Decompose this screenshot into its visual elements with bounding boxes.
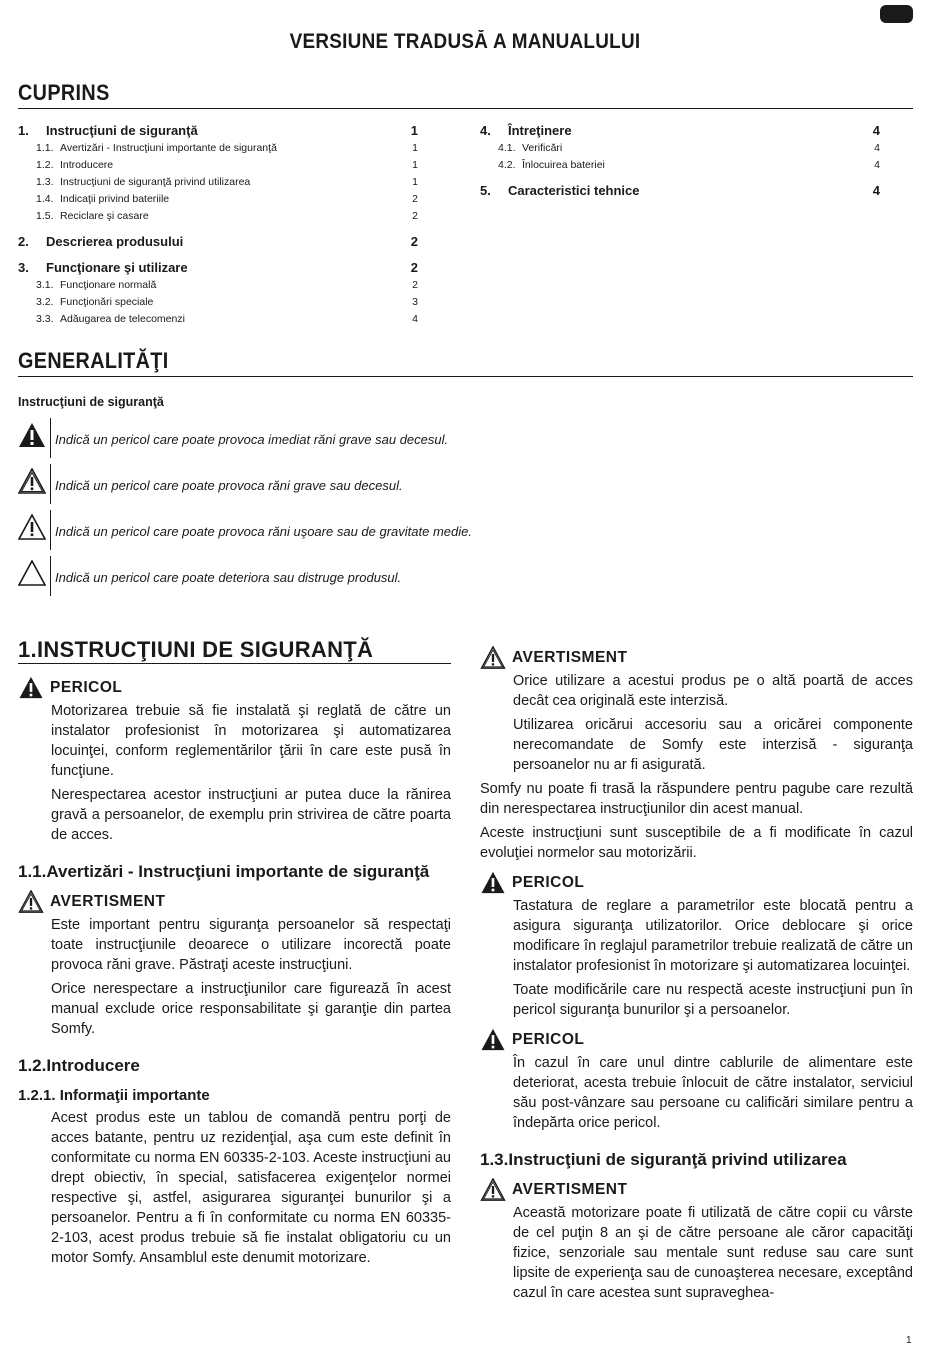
toc-chapter-entry[interactable] (18, 122, 418, 140)
toc-right-column (480, 122, 880, 200)
toc-number: 1.2. (36, 159, 54, 171)
paragraph: Acest produs este un tablou de comandă pentru porţi de acces batante, pentru uz rezidenţial, aşa cum este definit în conformitate cu norma EN 60335-2-103. Aceste instrucţiuni au drept obiectiv, în special, satisfacerea exigenţelor normei respective şi, astfel, asigurarea siguranţei bunurilor şi a persoanelor. Pentru a fi în conformitate cu norma EN 60335-2-103, acest produs trebuie să fie instalat obligatoriu cu un motor Somfy. Ansamblul este denumit motorizare. (51, 1110, 451, 1266)
warning-outline-icon (480, 646, 506, 669)
toc-subsection-entry[interactable] (18, 140, 418, 157)
toc-number: 1.3. (36, 176, 54, 188)
toc-label: Instrucţiuni de siguranţă privind utilizarea (60, 176, 251, 188)
legend-row-warning (18, 464, 618, 504)
danger-callout-heading (480, 871, 913, 894)
toc-subsection-entry[interactable] (480, 140, 880, 157)
toc-number: 3. (18, 260, 29, 275)
toc-number: 1.5. (36, 210, 54, 222)
legend-divider (50, 464, 51, 504)
toc-gap (18, 225, 418, 233)
toc-label: Instrucţiuni de siguranţă (46, 123, 198, 138)
paragraph: În cazul în care unul dintre cablurile de alimentare este deteriorat, acesta trebuie înlocuit de către instalator, serviciul său post-vânzare sau persoane cu calificări similare pentru a îndepărta orice pericol. (513, 1055, 913, 1131)
danger-filled-icon (480, 1028, 506, 1051)
toc-gap (18, 251, 418, 259)
toc-number: 2. (18, 234, 29, 249)
danger-filled-icon (18, 676, 44, 699)
toc-page: 3 (412, 296, 418, 308)
toc-page: 4 (412, 313, 418, 325)
danger-callout-heading (480, 1028, 913, 1051)
page-title: VERSIUNE TRADUSĂ A MANUALULUI (289, 30, 641, 53)
legend-divider (50, 556, 51, 596)
caution-outline-icon (18, 514, 46, 540)
toc-page: 4 (874, 159, 880, 171)
toc-page: 1 (410, 123, 418, 138)
toc-label: Indicaţii privind bateriile (60, 193, 170, 205)
paragraph: Motorizarea trebuie să fie instalată şi reglată de către un instalator profesionist în motorizarea şi automatizarea locuinţei, conform reglementărilor ţării în care este pusă în funcţiune. (51, 703, 451, 779)
warning-outline-icon (18, 890, 44, 913)
danger-label: PERICOL (512, 1030, 585, 1048)
notice-triangle-icon (18, 560, 46, 586)
paragraph: Orice nerespectare a instrucţiunilor care figurează în acest manual exclude orice responsabilitate şi garanţie din partea Somfy. (51, 981, 451, 1037)
section-1-2-1-heading: 1.2.1. Informaţii importante (18, 1087, 210, 1104)
toc-subsection-entry[interactable] (18, 294, 418, 311)
toc-chapter-entry[interactable] (18, 259, 418, 277)
danger-filled-icon (18, 422, 46, 448)
section-1-2-heading: 1.2.Introducere (18, 1056, 140, 1075)
section-1-1-heading: 1.1.Avertizări - Instrucţiuni importante de siguranţă (18, 862, 430, 881)
toc-subsection-entry[interactable] (18, 157, 418, 174)
danger-label: PERICOL (50, 678, 123, 696)
paragraph: Orice utilizare a acestui produs pe o altă poartă de acces decât cea originală este interzisă. (513, 673, 913, 709)
toc-subsection-entry[interactable] (480, 157, 880, 174)
toc-subsection-entry[interactable] (18, 208, 418, 225)
toc-label: Introducere (60, 159, 114, 171)
toc-number: 1.1. (36, 142, 54, 154)
toc-page: 1 (412, 176, 418, 188)
warning-callout-heading (18, 890, 451, 913)
paragraph: Tastatura de reglare a parametrilor este blocată pentru a asigura siguranţa utilizatorilor. Orice deblocare şi orice modificare în reglajul parametrilor trebuie realizată de către un instalator profesionist în motorizare şi automatizarea locuinţei. (513, 898, 913, 974)
warning-callout-heading (480, 646, 913, 669)
toc-number: 5. (480, 183, 491, 198)
left-text-column (18, 637, 451, 1272)
warning-label: AVERTISMENT (50, 892, 166, 910)
toc-page: 2 (412, 210, 418, 222)
toc-number: 3.1. (36, 279, 54, 291)
toc-page: 4 (874, 142, 880, 154)
cuprins-heading: CUPRINS (18, 80, 913, 109)
toc-label: Funcţionare şi utilizare (46, 260, 188, 275)
toc-chapter-entry[interactable] (480, 182, 880, 200)
toc-page: 4 (872, 183, 880, 198)
toc-chapter-entry[interactable] (18, 233, 418, 251)
paragraph: Este important pentru siguranţa persoanelor să respectaţi toate instrucţiunile deoarece o utilizare incorectă poate provoca răni grave. Păstraţi aceste instrucţiuni. (51, 917, 451, 973)
toc-label: Funcţionări speciale (60, 296, 154, 308)
toc-page: 4 (872, 123, 880, 138)
toc-page: 1 (412, 159, 418, 171)
page-number: 1 (906, 1335, 912, 1346)
paragraph: Nerespectarea acestor instrucţiuni ar putea duce la rănirea gravă a persoanelor, de exemplu prin strivirea de către poarta de acces. (51, 787, 451, 843)
legend-text: Indică un pericol care poate provoca imediat răni grave sau decesul. (55, 432, 449, 447)
toc-gap (480, 174, 880, 182)
toc-number: 4. (480, 123, 491, 138)
toc-label: Verificări (522, 142, 563, 154)
toc-number: 4.1. (498, 142, 516, 154)
toc-number: 1. (18, 123, 29, 138)
language-badge (880, 5, 913, 23)
right-text-column (480, 646, 913, 1307)
danger-label: PERICOL (512, 873, 585, 891)
legend-text: Indică un pericol care poate deteriora sau distruge produsul. (55, 570, 402, 585)
toc-label: Înlocuirea bateriei (522, 159, 605, 171)
danger-callout-heading (18, 676, 451, 699)
paragraph: Aceste instrucţiuni sunt susceptibile de a fi modificate în cazul evoluţiei normelor sau motorizării. (480, 825, 913, 861)
paragraph: Somfy nu poate fi trasă la răspundere pentru pagube care rezultă din nerespectarea instrucţiunilor din acest manual. (480, 781, 913, 817)
toc-label: Avertizări - Instrucţiuni importante de siguranţă (60, 142, 277, 154)
safety-instructions-subheading: Instrucţiuni de siguranţă (18, 395, 164, 409)
toc-page: 1 (412, 142, 418, 154)
toc-label: Întreţinere (508, 123, 572, 138)
toc-number: 3.3. (36, 313, 54, 325)
toc-label: Descrierea produsului (46, 234, 184, 249)
toc-page: 2 (412, 193, 418, 205)
paragraph: Această motorizare poate fi utilizată de către copii cu vârste de cel puţin 8 an şi de către persoane ale căror capacităţi fizice, senzoriale sau mentale sunt reduse sau care sunt lipsite de experienţa sau de cunoaşterea necesare, exceptând cazul în care acestea sunt supraveghea- (513, 1205, 913, 1301)
section-1-3-heading: 1.3.Instrucţiuni de siguranţă privind utilizarea (480, 1150, 847, 1169)
toc-subsection-entry[interactable] (18, 277, 418, 294)
legend-row-danger (18, 418, 618, 458)
warning-callout-heading (480, 1178, 913, 1201)
warning-label: AVERTISMENT (512, 648, 628, 666)
warning-outline-icon (480, 1178, 506, 1201)
toc-label: Funcţionare normală (60, 279, 157, 291)
toc-label: Caracteristici tehnice (508, 183, 640, 198)
toc-page: 2 (410, 260, 418, 275)
toc-subsection-entry[interactable] (18, 191, 418, 208)
toc-chapter-entry[interactable] (480, 122, 880, 140)
toc-number: 3.2. (36, 296, 54, 308)
toc-left-column (18, 122, 418, 328)
generalitati-heading: GENERALITĂŢI (18, 348, 913, 377)
section-1-heading: 1.INSTRUCŢIUNI DE SIGURANŢĂ (18, 640, 451, 664)
warning-outline-icon (18, 468, 46, 494)
warning-label: AVERTISMENT (512, 1180, 628, 1198)
danger-filled-icon (480, 871, 506, 894)
toc-subsection-entry[interactable] (18, 174, 418, 191)
toc-number: 4.2. (498, 159, 516, 171)
paragraph: Utilizarea oricărui accesoriu sau a oricărei componente nerecomandate de Somfy este interzisă - siguranţa persoanelor nu ar fi asigurată. (513, 717, 913, 773)
legend-text: Indică un pericol care poate provoca răni grave sau decesul. (55, 478, 403, 493)
toc-subsection-entry[interactable] (18, 311, 418, 328)
legend-divider (50, 418, 51, 458)
toc-page: 2 (410, 234, 418, 249)
legend-text: Indică un pericol care poate provoca răni uşoare sau de gravitate medie. (55, 524, 472, 539)
toc-label: Adăugarea de telecomenzi (60, 313, 185, 325)
toc-number: 1.4. (36, 193, 54, 205)
legend-divider (50, 510, 51, 550)
legend-row-notice (18, 556, 618, 596)
legend-row-caution (18, 510, 618, 550)
paragraph: Toate modificările care nu respectă aceste instrucţiuni pun în pericol siguranţa bunurilor şi a persoanelor. (513, 982, 913, 1018)
toc-label: Reciclare şi casare (60, 210, 149, 222)
toc-page: 2 (412, 279, 418, 291)
